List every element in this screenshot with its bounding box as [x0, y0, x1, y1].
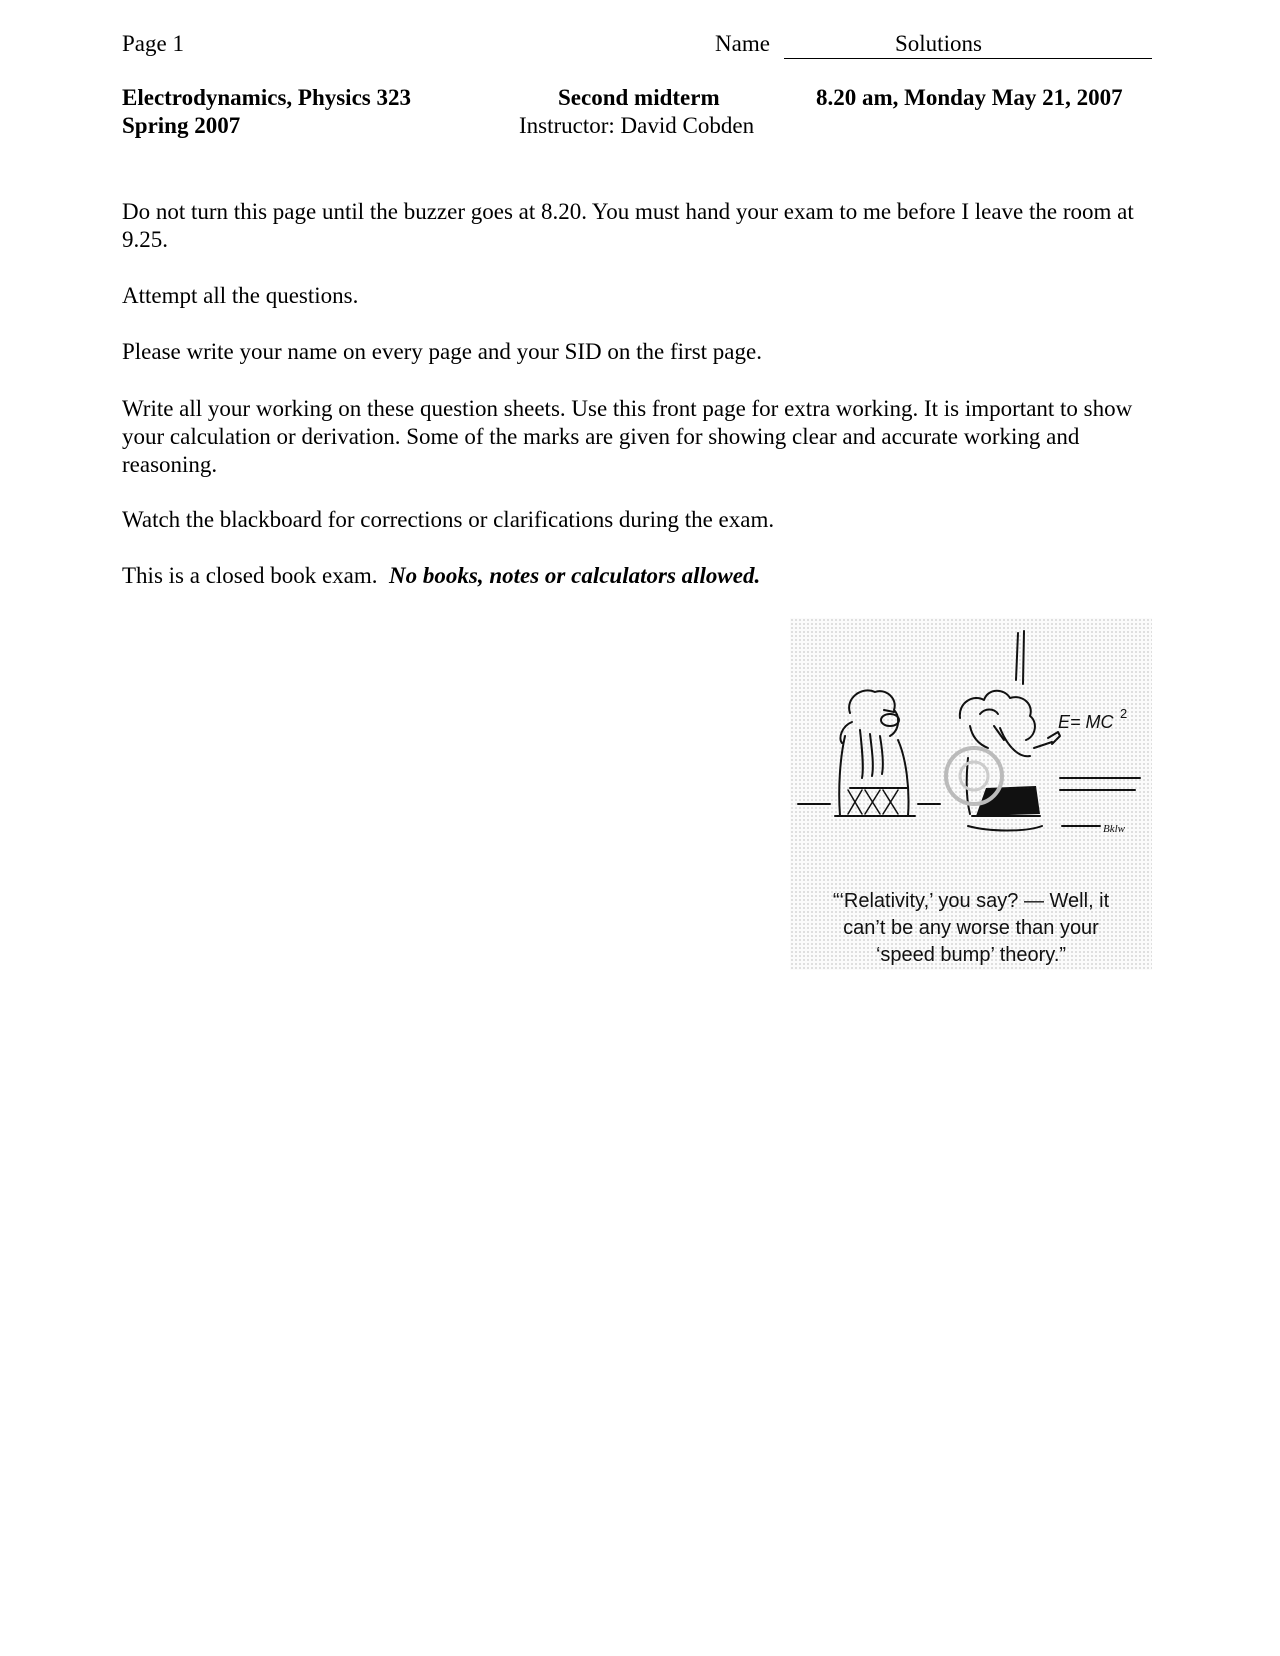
- instruction-paragraph: Watch the blackboard for corrections or clarifications during the exam.: [122, 507, 775, 532]
- name-label: Name: [715, 31, 770, 56]
- cartoon-image: [790, 618, 1152, 970]
- caption-line: can’t be any worse than your: [843, 917, 1099, 939]
- artist-signature: Bklw: [1103, 823, 1125, 835]
- instruction-paragraph: Write all your working on these question sheets. Use this front page for extra working. It is important to show your calculation or derivation. Some of the marks are given for showing clear and accurate working and reasoning.: [122, 396, 1133, 477]
- instruction-paragraph: Attempt all the questions.: [122, 283, 359, 308]
- page-number: Page 1: [122, 31, 184, 56]
- instruction-paragraph: Do not turn this page until the buzzer goes at 8.20. You must hand your exam to me before I leave the room at 9.25.: [122, 199, 1134, 252]
- board-exponent: 2: [1120, 706, 1128, 721]
- instruction-paragraph: Please write your name on every page and your SID on the first page.: [122, 339, 762, 364]
- exam-title: Second midterm: [558, 85, 720, 110]
- caption-line: ‘speed bump’ theory.”: [875, 944, 1067, 966]
- closed-book-notice: [122, 562, 1162, 590]
- exam-datetime: 8.20 am, Monday May 21, 2007: [816, 85, 1123, 110]
- board-equation: E= MC: [1058, 712, 1114, 732]
- term: Spring 2007: [122, 113, 241, 138]
- closed-book-text: This is a closed book exam.: [122, 563, 378, 588]
- caption-line: “‘Relativity,’ you say? — Well, it: [832, 890, 1110, 912]
- cartoon-drawing: [790, 618, 1152, 888]
- name-value: Solutions: [895, 31, 982, 56]
- cartoon-caption: [790, 888, 1152, 969]
- instructor: Instructor: David Cobden: [519, 113, 755, 138]
- no-materials-warning: No books, notes or calculators allowed.: [389, 563, 761, 588]
- course-title: Electrodynamics, Physics 323: [122, 85, 411, 110]
